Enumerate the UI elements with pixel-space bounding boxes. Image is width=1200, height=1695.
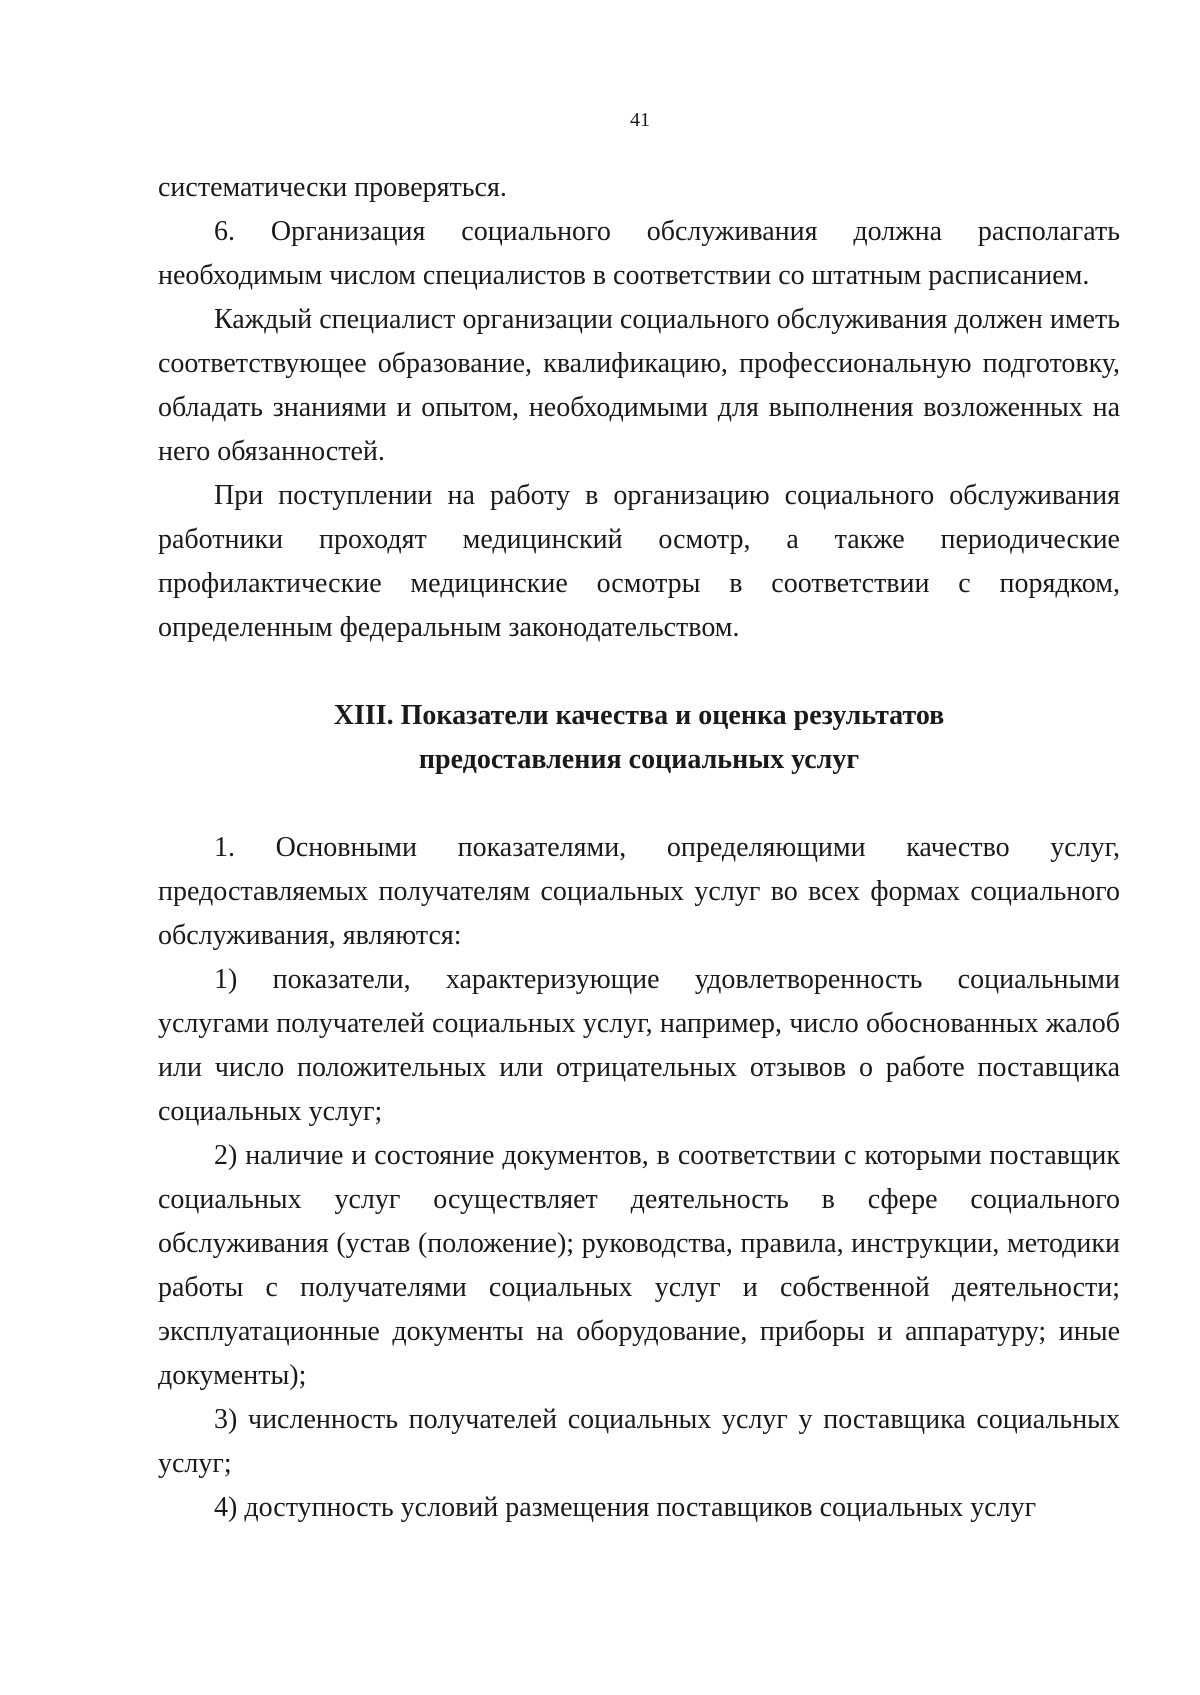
list-item: 3) численность получателей социальных услуг у поставщика социальных услуг;: [158, 1404, 1120, 1479]
list-item: 4) доступность условий размещения поставщиков социальных услуг: [214, 1492, 1037, 1523]
paragraph: 1. Основными показателями, определяющими качество услуг, предоставляемых получателям социальных услуг во всех формах социального обслуживания, являются:: [158, 832, 1120, 951]
section-heading: [158, 694, 1120, 782]
paragraph: При поступлении на работу в организацию социального обслуживания работники проходят медицинский осмотр, а также периодические профилактические медицинские осмотры в соответствии с порядком, определенным федеральным законодательством.: [158, 480, 1120, 643]
list-item: 2) наличие и состояние документов, в соответствии с которыми поставщик социальных услуг осуществляет деятельность в сфере социального обслуживания (устав (положение); руководства, правила, инструкции, методики работы с получателями социальных услуг и собственной деятельности; эксплуатационные документы на оборудование, приборы и аппаратуру; иные документы);: [158, 1140, 1120, 1391]
list-item: 1) показатели, характеризующие удовлетворенность социальными услугами получателей социальных услуг, например, число обоснованных жалоб или число положительных или отрицательных отзывов о работе поставщика социальных услуг;: [158, 964, 1120, 1127]
document-body: [158, 166, 1120, 1530]
section-heading-line: предоставления социальных услуг: [418, 744, 860, 775]
paragraph-continuation: систематически проверяться.: [158, 172, 507, 203]
paragraph: 6. Организация социального обслуживания должна располагать необходимым числом специалистов в соответствии со штатным расписанием.: [158, 216, 1120, 291]
section-heading-line: XIII. Показатели качества и оценка результатов: [333, 700, 945, 731]
paragraph: Каждый специалист организации социального обслуживания должен иметь соответствующее образование, квалификацию, профессиональную подготовку, обладать знаниями и опытом, необходимыми для выполнения возложенных на него обязанностей.: [158, 304, 1120, 467]
page-number: 41: [630, 109, 650, 131]
